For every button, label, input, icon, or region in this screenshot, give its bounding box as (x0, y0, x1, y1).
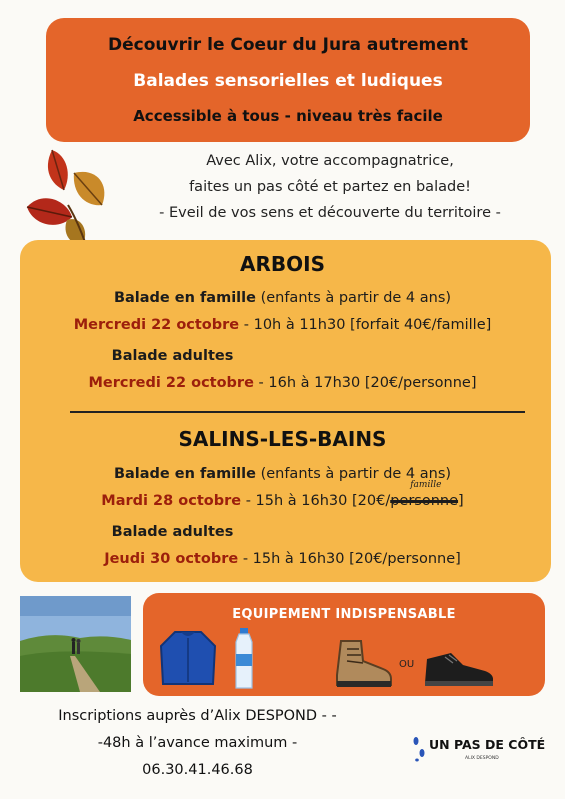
water-bottle-icon (232, 628, 256, 690)
salins-family-details-prefix: - 15h à 16h30 [ (245, 493, 358, 509)
arbois-family-date: Mercredi 22 octobre (73, 317, 240, 333)
salins-adults-details: - 15h à 16h30 [20€/personne] (242, 551, 461, 567)
hiking-landscape-image (20, 596, 131, 692)
or-label: OU (399, 659, 415, 670)
section-divider (70, 411, 525, 413)
header-subtitle: Balades sensorielles et ludiques (133, 71, 443, 91)
footer-advance-notice: -48h à l’avance maximum - (97, 735, 298, 751)
arbois-family-schedule (0, 317, 565, 333)
arbois-title: ARBOIS (240, 252, 325, 276)
footprints-icon (411, 734, 427, 764)
arbois-adults-title: Balade adultes (111, 348, 234, 364)
salins-family-correction: famille (410, 480, 442, 490)
un-pas-de-cote-logo (405, 728, 546, 773)
salins-family-details-suffix: ] (458, 493, 464, 509)
equipment-banner (143, 593, 545, 696)
arbois-adults-schedule (0, 375, 565, 391)
salins-adults-date: Jeudi 30 octobre (104, 551, 239, 567)
hiking-shoe-icon (423, 651, 495, 687)
arbois-family-note: (enfants à partir de 4 ans) (260, 290, 452, 306)
header-banner (46, 18, 530, 142)
salins-family-title: Balade en famille (113, 466, 256, 482)
salins-family-schedule (0, 480, 565, 509)
salins-family-price: 20€/ (357, 493, 391, 509)
arbois-family-line (0, 290, 565, 306)
salins-family-date: Mardi 28 octobre (101, 493, 242, 509)
salins-title: SALINS-LES-BAINS (178, 427, 387, 451)
arbois-family-title: Balade en famille (113, 290, 256, 306)
equipment-title: EQUIPEMENT INDISPENSABLE (232, 607, 456, 622)
salins-adults-title: Balade adultes (111, 524, 234, 540)
intro-line-1: Avec Alix, votre accompagnatrice, (206, 153, 454, 169)
intro-line-2: faites un pas côté et partez en balade! (189, 179, 471, 195)
header-title: Découvrir le Coeur du Jura autrement (108, 35, 468, 55)
logo-name: UN PAS DE CÔTÉ (429, 737, 546, 752)
salins-family-note: (enfants à partir de 4 ans) (260, 466, 452, 482)
salins-adults-schedule (0, 551, 565, 567)
header-tagline: Accessible à tous - niveau très facile (133, 107, 443, 125)
arbois-family-details: - 10h à 11h30 [forfait 40€/famille] (243, 317, 492, 333)
salins-family-struck: personne (390, 493, 459, 509)
intro-line-3: - Eveil de vos sens et découverte du territoire - (159, 205, 501, 221)
footer-phone: 06.30.41.46.68 (142, 762, 253, 778)
fleece-jacket-icon (157, 626, 219, 688)
salins-family-line (0, 466, 565, 482)
salins-family-correction-wrap (390, 480, 459, 509)
footer-registration: Inscriptions auprès d’Alix DESPOND - - (58, 708, 337, 724)
logo-sub: ALIX DESPOND (465, 756, 499, 761)
hiking-boot-icon (333, 639, 395, 689)
arbois-adults-date: Mercredi 22 octobre (88, 375, 254, 391)
arbois-adults-details: - 16h à 17h30 [20€/personne] (258, 375, 477, 391)
